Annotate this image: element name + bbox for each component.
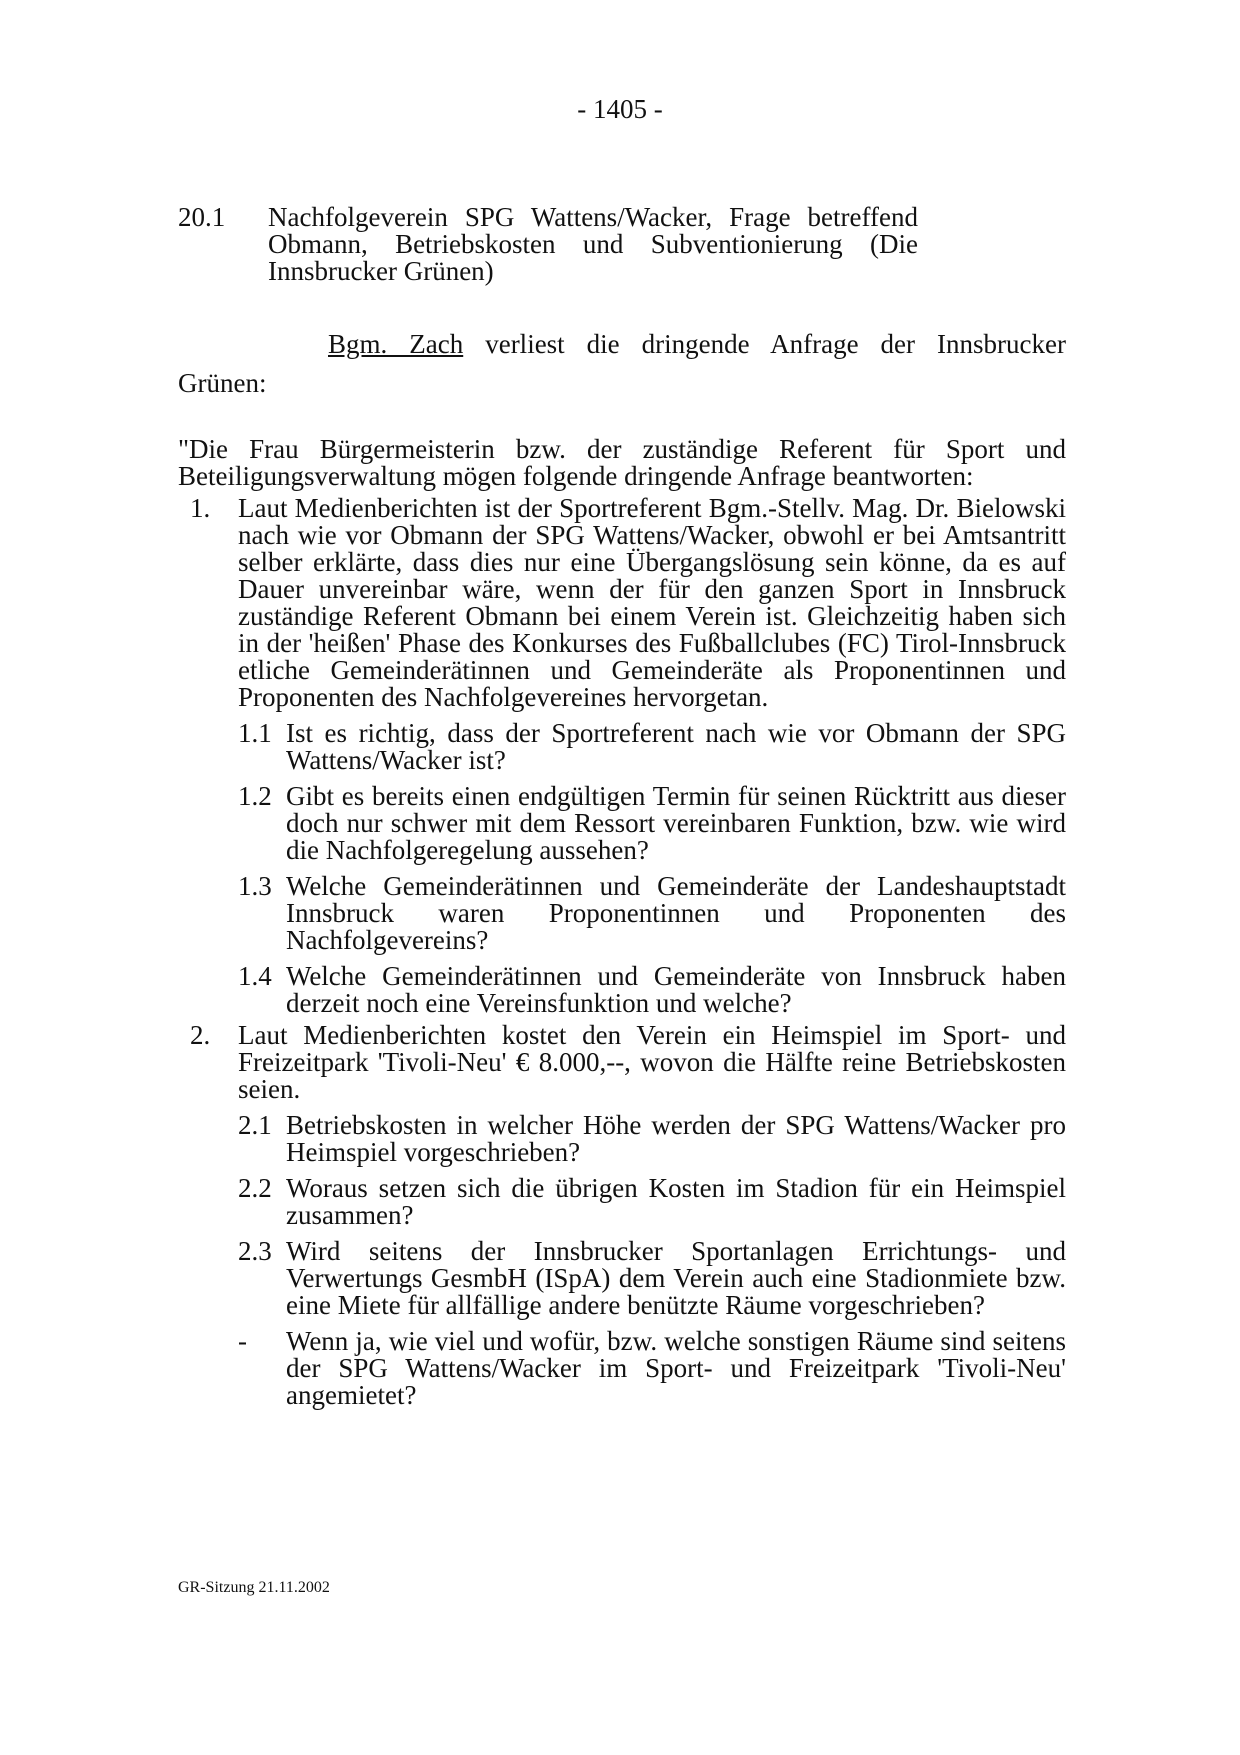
- sub-item-1-2: [178, 783, 1066, 864]
- section-number: 20.1: [178, 202, 226, 232]
- speaker-name: Bgm. Zach: [328, 329, 464, 359]
- section-title: Nachfolgeverein SPG Wattens/Wacker, Frage betreffend Obmann, Betriebskosten und Subventionierung (Die Innsbrucker Grünen): [268, 202, 918, 286]
- sub-item-number: 1.1: [238, 718, 272, 748]
- sub-item-number: 1.2: [238, 781, 272, 811]
- sub-item-text: Wird seitens der Innsbrucker Sportanlagen Errichtungs- und Verwertungs GesmbH (ISpA) dem Verein auch eine Stadionmiete bzw. eine Miete für allfällige andere benützte Räume vorgeschrieben?: [286, 1236, 1066, 1320]
- dash-bullet: -: [238, 1326, 247, 1356]
- sub-item-2-2: [178, 1175, 1066, 1229]
- sub-item-text: Woraus setzen sich die übrigen Kosten im Stadion für ein Heimspiel zusammen?: [286, 1173, 1066, 1230]
- sub-item-2-3: [178, 1238, 1066, 1319]
- sub-item-text: Welche Gemeinderätinnen und Gemeinderäte der Landeshauptstadt Innsbruck waren Proponentinnen und Proponenten des Nachfolgevereins?: [286, 871, 1066, 955]
- list-item-number: 1.: [190, 493, 211, 523]
- intro-text: verliest die dringende Anfrage der Innsbrucker: [463, 329, 1066, 359]
- sub-item-1-1: [178, 720, 1066, 774]
- sub-item-2-3-dash: [178, 1328, 1066, 1409]
- intro-paragraph: [178, 330, 1066, 397]
- inquiry-body: [178, 436, 1066, 1409]
- list-item-number: 2.: [190, 1020, 211, 1050]
- sub-item-2-1: [178, 1112, 1066, 1166]
- sub-item-number: 2.1: [238, 1110, 272, 1140]
- sub-item-text: Ist es richtig, dass der Sportreferent nach wie vor Obmann der SPG Wattens/Wacker ist?: [286, 718, 1066, 775]
- footer-session-date: GR-Sitzung 21.11.2002: [178, 1579, 330, 1596]
- list-item-2: [178, 1022, 1066, 1103]
- page-number: - 1405 -: [577, 94, 663, 124]
- intro-continuation: Grünen:: [178, 368, 267, 398]
- sub-item-1-3: [178, 873, 1066, 954]
- list-item-text: Laut Medienberichten ist der Sportreferent Bgm.-Stellv. Mag. Dr. Bielowski nach wie vor Obmann der SPG Wattens/Wacker, obwohl er bei Amtsantritt selber erklärte, dass dies nur eine Übergangslösung sein könne, da es auf Dauer unvereinbar wäre, wenn der für den ganzen Sport in Innsbruck zuständige Referent Obmann bei einem Verein ist. Gleichzeitig haben sich in der 'heißen' Phase des Konkurses des Fußballclubes (FC) Tirol-Innsbruck etliche Gemeinderätinnen und Gemeinderäte als Proponentinnen und Proponenten des Nachfolgevereines hervorgetan.: [238, 493, 1066, 712]
- sub-item-number: 1.3: [238, 871, 272, 901]
- sub-item-1-4: [178, 963, 1066, 1017]
- sub-item-text: Gibt es bereits einen endgültigen Termin für seinen Rücktritt aus dieser doch nur schwer mit dem Ressort vereinbaren Funktion, bzw. wie wird die Nachfolgeregelung aussehen?: [286, 781, 1066, 865]
- sub-item-text: Welche Gemeinderätinnen und Gemeinderäte von Innsbruck haben derzeit noch eine Vereinsfunktion und welche?: [286, 961, 1066, 1018]
- quote-intro: "Die Frau Bürgermeisterin bzw. der zuständige Referent für Sport und Beteiligungsverwaltung mögen folgende dringende Anfrage beantworten:: [178, 434, 1066, 491]
- sub-item-text: Wenn ja, wie viel und wofür, bzw. welche sonstigen Räume sind seitens der SPG Wattens/Wacker im Sport- und Freizeitpark 'Tivoli-Neu' angemietet?: [286, 1326, 1066, 1410]
- sub-item-number: 2.2: [238, 1173, 272, 1203]
- list-item-text: Laut Medienberichten kostet den Verein ein Heimspiel im Sport- und Freizeitpark 'Tivoli-Neu' € 8.000,--, wovon die Hälfte reine Betriebskosten seien.: [238, 1020, 1066, 1104]
- intro-line: [328, 330, 1066, 358]
- list-item-1: [178, 495, 1066, 711]
- sub-item-number: 2.3: [238, 1236, 272, 1266]
- sub-item-number: 1.4: [238, 961, 272, 991]
- sub-item-text: Betriebskosten in welcher Höhe werden der SPG Wattens/Wacker pro Heimspiel vorgeschrieben?: [286, 1110, 1066, 1167]
